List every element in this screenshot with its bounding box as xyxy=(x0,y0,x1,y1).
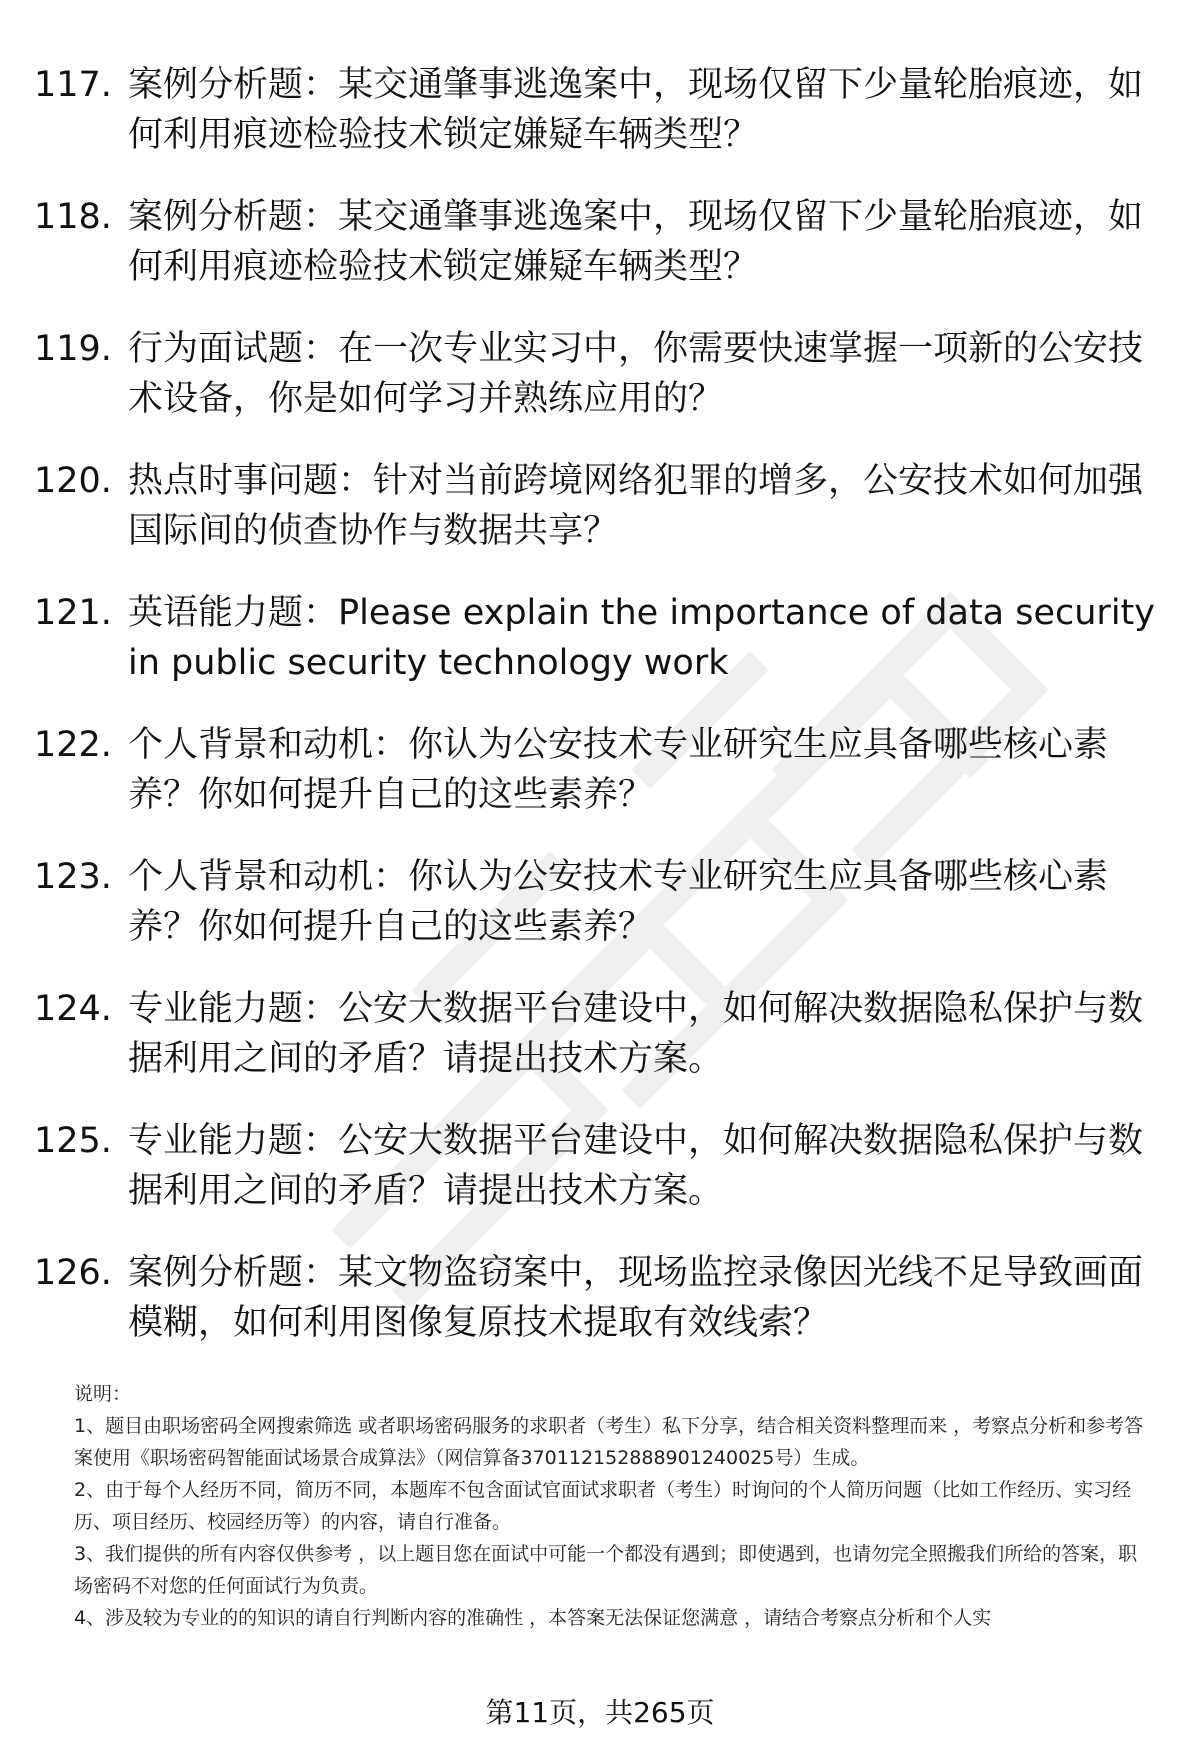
question-number: 122. xyxy=(34,725,112,765)
question-number: 117. xyxy=(34,65,112,105)
question-item xyxy=(34,324,1164,424)
question-text: 案例分析题：某交通肇事逃逸案中，现场仅留下少量轮胎痕迹，如何利用痕迹检验技术锁定嫌疑车辆类型？ xyxy=(128,65,1144,155)
question-number: 118. xyxy=(34,197,112,237)
question-text: 专业能力题：公安大数据平台建设中，如何解决数据隐私保护与数据利用之间的矛盾？请提出技术方案。 xyxy=(128,989,1144,1079)
question-number: 125. xyxy=(34,1121,112,1161)
question-number: 126. xyxy=(34,1253,112,1293)
question-item xyxy=(34,852,1164,952)
question-item xyxy=(34,588,1164,688)
notes-section xyxy=(74,1378,1152,1634)
question-item xyxy=(34,192,1164,292)
question-text: 个人背景和动机：你认为公安技术专业研究生应具备哪些核心素养？你如何提升自己的这些素养？ xyxy=(128,857,1109,947)
question-list xyxy=(34,60,1164,1380)
question-text: 案例分析题：某文物盗窃案中，现场监控录像因光线不足导致画面模糊，如何利用图像复原技术提取有效线索？ xyxy=(128,1253,1144,1343)
question-item xyxy=(34,456,1164,556)
question-number: 121. xyxy=(34,593,112,633)
question-number: 123. xyxy=(34,857,112,897)
question-text: 专业能力题：公安大数据平台建设中，如何解决数据隐私保护与数据利用之间的矛盾？请提出技术方案。 xyxy=(128,1121,1144,1211)
note-item: 4、涉及较为专业的的知识的请自行判断内容的准确性 ，本答案无法保证您满意 ，请结合考察点分析和个人实 xyxy=(74,1607,992,1629)
question-text: 英语能力题：Please explain the importance of data security in public security technology work xyxy=(128,593,1155,683)
question-number: 124. xyxy=(34,989,112,1029)
question-text: 热点时事问题：针对当前跨境网络犯罪的增多，公安技术如何加强国际间的侦查协作与数据共享？ xyxy=(128,461,1144,551)
question-number: 120. xyxy=(34,461,112,501)
page-number-footer: 第11页，共265页 xyxy=(485,1696,715,1729)
note-item: 1、题目由职场密码全网搜索筛选 或者职场密码服务的求职者（考生）私下分享，结合相关资料整理而来 ，考察点分析和参考答案使用《职场密码智能面试场景合成算法》（网信算备37011215288890124002​5号）生成。 xyxy=(74,1415,1144,1469)
note-item: 3、我们提供的所有内容仅供参考 ，以上题目您在面试中可能一个都没有遇到；即使遇到，也请勿完全照搬我们所给的答案，职场密码不对您的任何面试行为负责。 xyxy=(74,1543,1138,1597)
question-item xyxy=(34,720,1164,820)
question-text: 行为面试题：在一次专业实习中，你需要快速掌握一项新的公安技术设备，你是如何学习并熟练应用的？ xyxy=(128,329,1144,419)
question-text: 个人背景和动机：你认为公安技术专业研究生应具备哪些核心素养？你如何提升自己的这些素养？ xyxy=(128,725,1109,815)
question-item xyxy=(34,60,1164,160)
note-item: 2、由于每个人经历不同，简历不同，本题库不包含面试官面试求职者（考生）时询问的个人简历问题（比如工作经历、实习经历、项目经历、校园经历等）的内容，请自行准备。 xyxy=(74,1479,1132,1533)
question-item xyxy=(34,984,1164,1084)
question-item xyxy=(34,1248,1164,1348)
question-number: 119. xyxy=(34,329,112,369)
question-text: 案例分析题：某交通肇事逃逸案中，现场仅留下少量轮胎痕迹，如何利用痕迹检验技术锁定嫌疑车辆类型？ xyxy=(128,197,1144,287)
question-item xyxy=(34,1116,1164,1216)
notes-heading: 说明： xyxy=(74,1383,132,1405)
